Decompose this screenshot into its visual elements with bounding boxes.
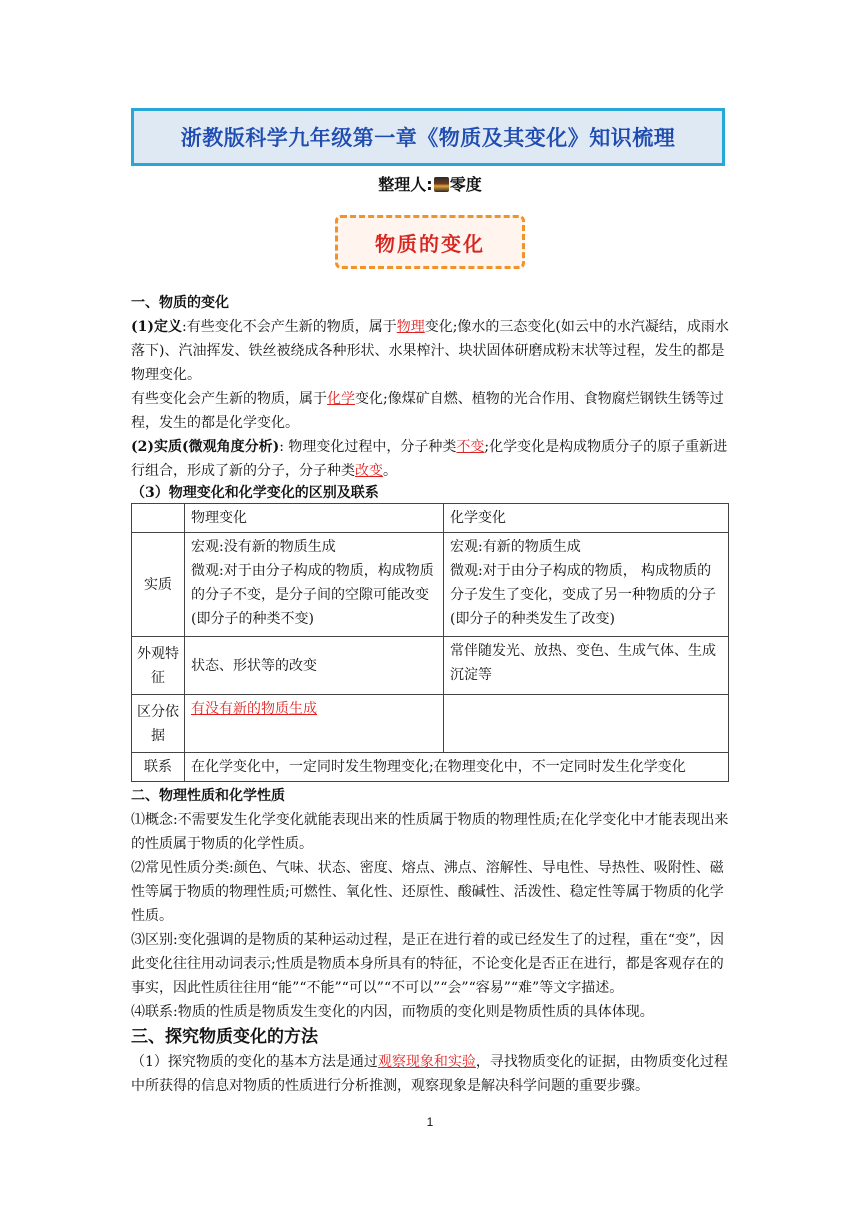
document-body <box>131 291 729 1098</box>
page-title: 浙教版科学九年级第一章《物质及其变化》知识梳理 <box>180 126 676 150</box>
s3-p1-underline: 观察现象和实验 <box>377 1054 476 1070</box>
s1-p2-text-a: 有些变化会产生新的物质，属于 <box>131 391 327 407</box>
page-number: 1 <box>426 1115 434 1129</box>
sunset-icon <box>434 177 449 192</box>
section-badge-label: 物质的变化 <box>375 231 485 256</box>
cell-appearance-physical: 状态、形状等的改变 <box>185 637 444 695</box>
s1-p2-underline: 化学 <box>327 391 355 407</box>
s1-p4-heading: （3）物理变化和化学变化的区别及联系 <box>131 485 379 501</box>
s1-p1-text-a: :有些变化不会产生新的物质，属于 <box>182 319 397 335</box>
s1-p1-underline: 物理 <box>396 319 425 335</box>
s1-p3-underline-1: 不变 <box>456 439 485 455</box>
s1-p3-label: (2)实质(微观角度分析) <box>131 439 280 455</box>
s1-paragraph-3 <box>131 435 729 483</box>
s1-p3-text-b: ;化学变化是构成物质分子的原子重新进行组合，形成了新的分子，分子种类 <box>131 439 728 479</box>
table-row <box>132 695 729 753</box>
organizer-line <box>0 172 860 195</box>
table-header-row <box>132 504 729 533</box>
organizer-name: 零度 <box>449 175 482 194</box>
s1-p1-text-b: 变化;像水的三态变化(如云中的水汽凝结，成雨水落下)、汽油挥发、铁丝被绕成各种形状、水果榨汁、块状固体研磨成粉末状等过程，发生的都是物理变化。 <box>131 319 729 383</box>
s1-p3-text-c: 。 <box>383 463 397 479</box>
section-2-heading: 二、物理性质和化学性质 <box>131 788 285 804</box>
title-box <box>131 108 725 166</box>
section-3-heading: 三、探究物质变化的方法 <box>131 1027 318 1047</box>
header-chemical-change: 化学变化 <box>444 504 729 533</box>
s3-p1-text-b: ，寻找物质变化的证据，由物质变化过程中所获得的信息对物质的性质进行分析推测，观察现象是解决科学问题的重要步骤。 <box>131 1054 728 1094</box>
s1-p3-underline-2: 改变 <box>355 463 383 479</box>
s1-paragraph-2 <box>131 387 729 435</box>
row-label-appearance: 外观特征 <box>132 637 185 695</box>
s1-paragraph-1 <box>131 315 729 387</box>
organizer-label: 整理人: <box>378 175 433 194</box>
row-label-relation: 联系 <box>132 753 185 782</box>
row-label-basis: 区分依据 <box>132 695 185 753</box>
comparison-table <box>131 503 729 782</box>
s2-paragraph-1: ⑴概念:不需要发生化学变化就能表现出来的性质属于物质的物理性质;在化学变化中才能表现出来的性质属于物质的化学性质。 <box>131 812 729 852</box>
cell-basis-physical <box>185 695 444 753</box>
cell-essence-physical: 宏观:没有新的物质生成 微观:对于由分子构成的物质，构成物质的分子不变，是分子间的空隙可能改变(即分子的种类不变) <box>185 533 444 637</box>
section-1-heading: 一、物质的变化 <box>131 295 229 311</box>
table-row <box>132 637 729 695</box>
table-corner-cell <box>132 504 185 533</box>
s1-p1-label: (1)定义 <box>131 319 182 335</box>
s1-p3-text-a: : 物理变化过程中，分子种类 <box>279 439 457 455</box>
table-row <box>132 533 729 637</box>
header-physical-change: 物理变化 <box>185 504 444 533</box>
table-row <box>132 753 729 782</box>
section-badge <box>335 215 525 269</box>
basis-underline: 有没有新的物质生成 <box>191 701 317 717</box>
s3-paragraph-1 <box>131 1050 729 1098</box>
cell-essence-chemical: 宏观:有新的物质生成 微观:对于由分子构成的物质， 构成物质的分子发生了变化，变成了另一种物质的分子(即分子的种类发生了改变) <box>444 533 729 637</box>
s2-paragraph-2: ⑵常见性质分类:颜色、气味、状态、密度、熔点、沸点、溶解性、导电性、导热性、吸附性、磁性等属于物质的物理性质;可燃性、氧化性、还原性、酸碱性、活泼性、稳定性等属于物质的化学性质。 <box>131 860 724 924</box>
s3-p1-text-a: （1）探究物质的变化的基本方法是通过 <box>131 1054 378 1070</box>
s1-p2-text-b: 变化;像煤矿自燃、植物的光合作用、食物腐烂钢铁生锈等过程，发生的都是化学变化。 <box>131 391 724 431</box>
s2-paragraph-4: ⑷联系:物质的性质是物质发生变化的内因，而物质的变化则是物质性质的具体体现。 <box>131 1004 654 1020</box>
cell-appearance-chemical: 常伴随发光、放热、变色、生成气体、生成沉淀等 <box>444 637 729 695</box>
cell-relation: 在化学变化中，一定同时发生物理变化;在物理变化中，不一定同时发生化学变化 <box>185 753 729 782</box>
cell-basis-chemical <box>444 695 729 753</box>
s2-paragraph-3: ⑶区别:变化强调的是物质的某种运动过程，是正在进行着的或已经发生了的过程，重在“变”，因此变化往往用动词表示;性质是物质本身所具有的特征，不论变化是否正在进行，都是客观存在的事实，因此性质往往用“能”“不能”“可以”“不可以”“会”“容易”“难”等文字描述。 <box>131 932 725 996</box>
row-label-essence: 实质 <box>132 533 185 637</box>
